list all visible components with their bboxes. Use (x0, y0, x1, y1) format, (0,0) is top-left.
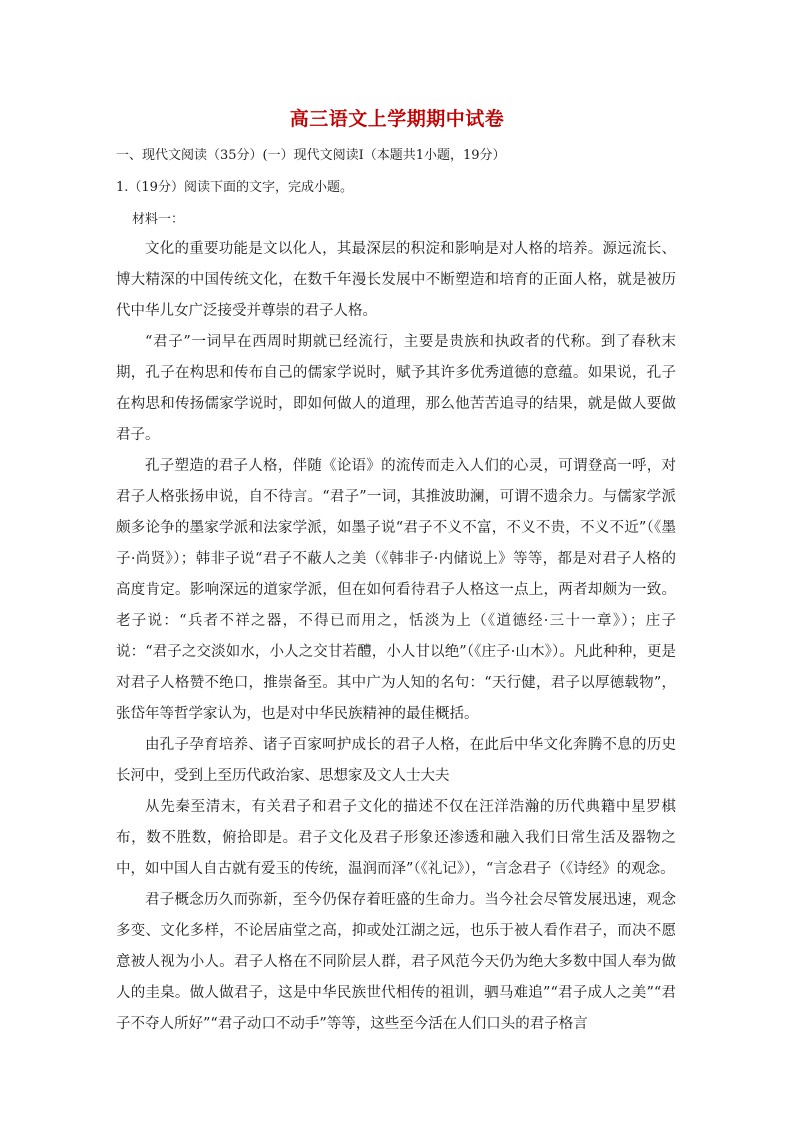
question-instruction: 1.（19分）阅读下面的文字，完成小题。 (116, 180, 353, 195)
paragraph-4: 由孔子孕育培养、诸子百家呵护成长的君子人格，在此后中华文化奔腾不息的历史长河中，受到上至历代政治家、思想家及文人士大夫 (116, 737, 676, 784)
paragraph-6: 君子概念历久而弥新，至今仍保存着旺盛的生命力。当今社会尽管发展迅速，观念多变、文化多样，不论居庙堂之高，抑或处江湖之远，也乐于被人看作君子，而决不愿意被人视为小人。君子人格在不同阶层人群，君子风范今天仍为绝大多数中国人奉为做人的圭臬。做人做君子，这是中华民族世代相传的祖训，驷马难追”“君子成人之美”“君子不夺人所好”“君子动口不动手”等等，这些至今活在人们口头的君子格言 (116, 892, 676, 1032)
paragraph-2: “君子”一词早在西周时期就已经流行，主要是贵族和执政者的代称。到了春秋末期，孔子在构思和传布自己的儒家学说时，赋予其许多优秀道德的意蕴。如果说，孔子在构思和传扬儒家学说时，即如何做人的道理，那么他苦苦追寻的结果，就是做人要做君子。 (116, 334, 676, 443)
paragraph-5: 从先秦至清末，有关君子和君子文化的描述不仅在汪洋浩瀚的历代典籍中星罗棋布，数不胜数，俯拾即是。君子文化及君子形象还渗透和融入我们日常生活及器物之中，如中国人自古就有爱玉的传统，温润而泽”（《礼记》），“言念君子（《诗经》的观念。 (116, 799, 676, 877)
paragraph-1: 文化的重要功能是文以化人，其最深层的积淀和影响是对人格的培养。源远流长、博大精深的中国传统文化，在数千年漫长发展中不断塑造和培育的正面人格，就是被历代中华儿女广泛接受并尊崇的君子人格。 (116, 241, 676, 319)
reading-passage (116, 234, 676, 1040)
paragraph-3: 孔子塑造的君子人格，伴随《论语》的流传而走入人们的心灵，可谓登高一呼，对君子人格张扬申说，自不待言。“君子”一词，其推波助澜，可谓不遗余力。与儒家学派颇多论争的墨家学派和法家学派，如墨子说“君子不义不富，不义不贵，不义不近”（《墨子·尚贤》）；韩非子说“君子不蔽人之美（《韩非子·内储说上》等等，都是对君子人格的高度肯定。影响深远的道家学派，但在如何看待君子人格这一点上，两者却颇为一致。老子说：“兵者不祥之器，不得已而用之，恬淡为上（《道德经·三十一章》）；庄子说：“君子之交淡如水，小人之交甘若醴，小人甘以绝”（《庄子·山木》）。凡此种种，更是对君子人格赞不绝口，推崇备至。其中广为人知的名句：“天行健，君子以厚德载物”，张岱年等哲学家认为，也是对中华民族精神的最佳概括。 (116, 458, 676, 722)
section-heading: 一、现代文阅读（35分）(一）现代文阅读Ⅰ（本题共1小题，19分） (116, 148, 506, 163)
page-title: 高三语文上学期期中试卷 (289, 108, 505, 130)
material-label: 材料一： (132, 212, 185, 227)
